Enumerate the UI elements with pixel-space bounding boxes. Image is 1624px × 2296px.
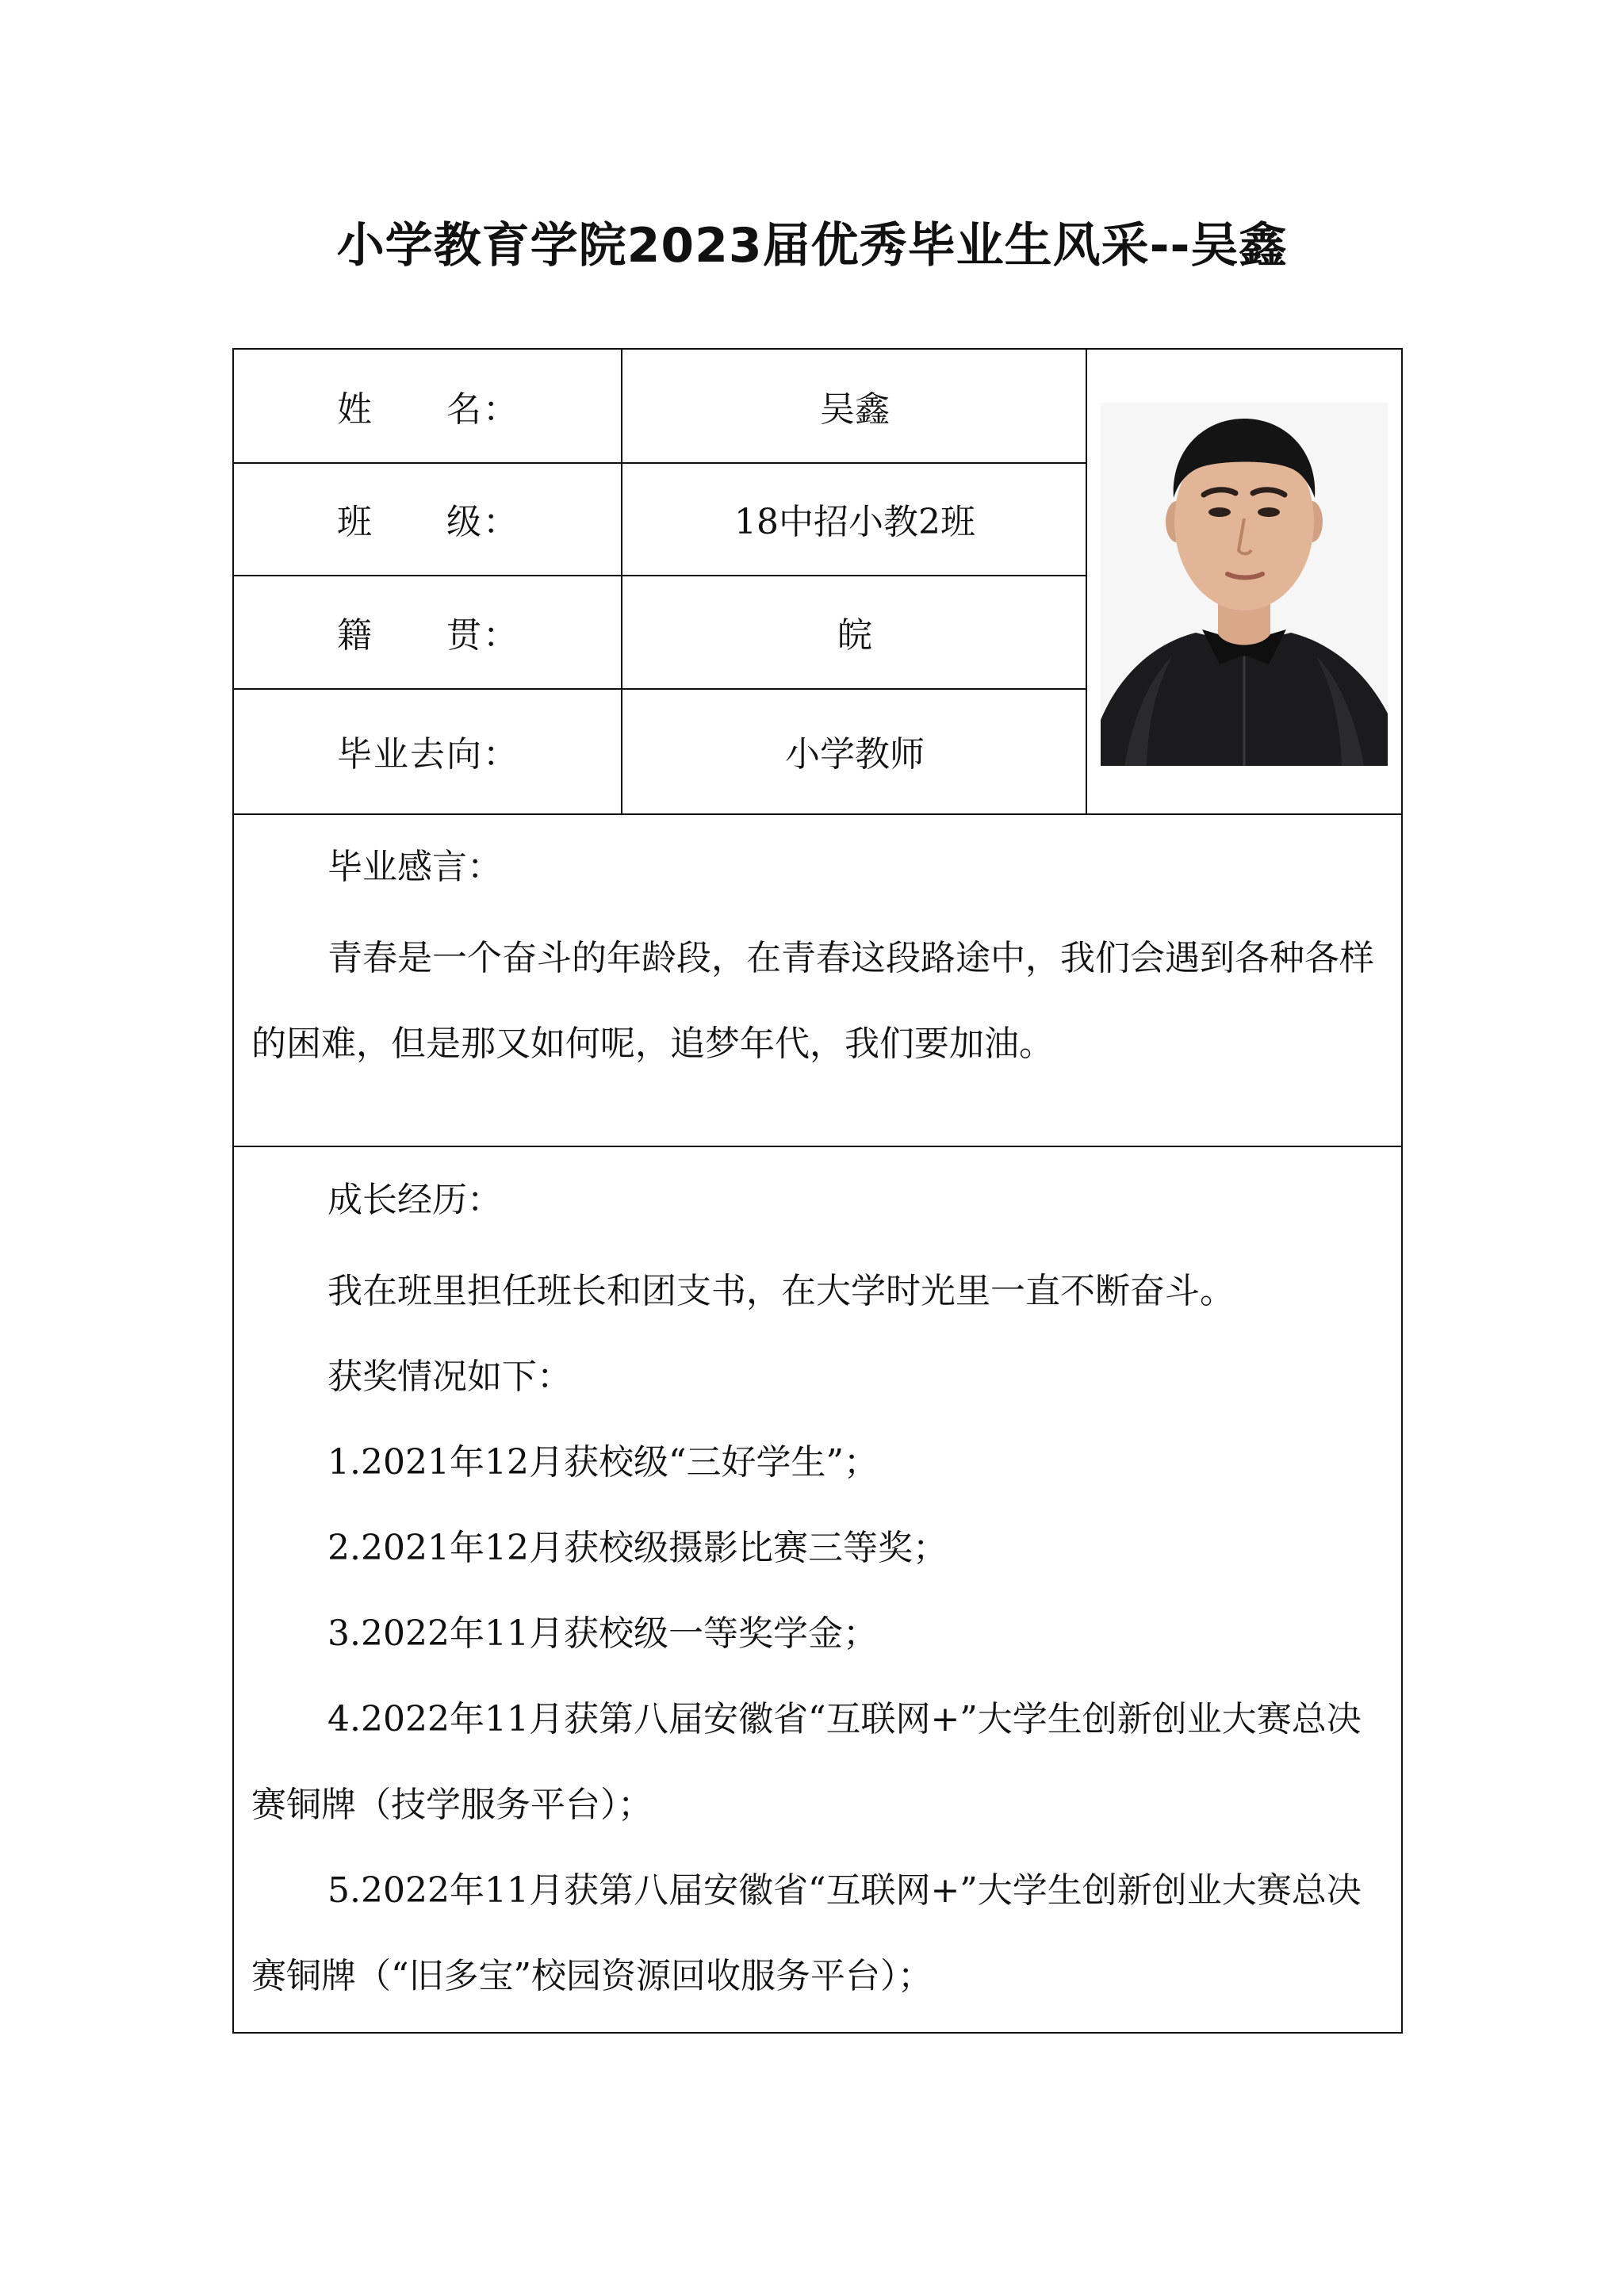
student-portrait-icon: [1101, 403, 1388, 766]
award-item: 4.2022年11月获第八届安徽省“互联网+”大学生创新创业大赛总决赛铜牌（技学服务平台）；: [251, 1699, 1362, 1825]
row-divider: [234, 813, 1401, 815]
class-value: 18中招小教2班: [734, 502, 975, 542]
award-item: 3.2022年11月获校级一等奖学金；: [327, 1613, 878, 1654]
page-title: 小学教育学院2023届优秀毕业生风采--吴鑫: [336, 218, 1288, 274]
student-photo: [1101, 403, 1388, 766]
growth-section: [234, 1158, 1401, 2030]
name-value: 吴鑫: [820, 389, 890, 430]
awards-heading: 获奖情况如下：: [327, 1357, 572, 1397]
origin-label: 籍 贯：: [337, 614, 519, 656]
destination-value: 小学教师: [785, 734, 925, 775]
row-divider: [234, 1146, 1401, 1147]
profile-table: [232, 348, 1403, 2034]
class-label: 班 级：: [337, 502, 519, 542]
award-item: 1.2021年12月获校级“三好学生”；: [327, 1442, 879, 1483]
award-item: 5.2022年11月获第八届安徽省“互联网+”大学生创新创业大赛总决赛铜牌（“旧多宝”校园资源回收服务平台）；: [251, 1870, 1362, 1996]
award-item: 2.2021年12月获校级摄影比赛三等奖；: [327, 1528, 948, 1568]
destination-label: 毕业去向：: [337, 734, 519, 775]
origin-value: 皖: [837, 614, 872, 656]
growth-heading: 成长经历：: [327, 1180, 502, 1220]
name-label: 姓 名：: [337, 389, 519, 430]
graduation-remarks-section: [234, 825, 1401, 1142]
growth-intro: 我在班里担任班长和团支书，在大学时光里一直不断奋斗。: [327, 1271, 1235, 1311]
graduation-remarks-heading: 毕业感言：: [327, 847, 502, 887]
graduation-remarks-text: 青春是一个奋斗的年龄段，在青春这段路途中，我们会遇到各种各样的困难，但是那又如何呢，追梦年代，我们要加油。: [251, 938, 1374, 1064]
